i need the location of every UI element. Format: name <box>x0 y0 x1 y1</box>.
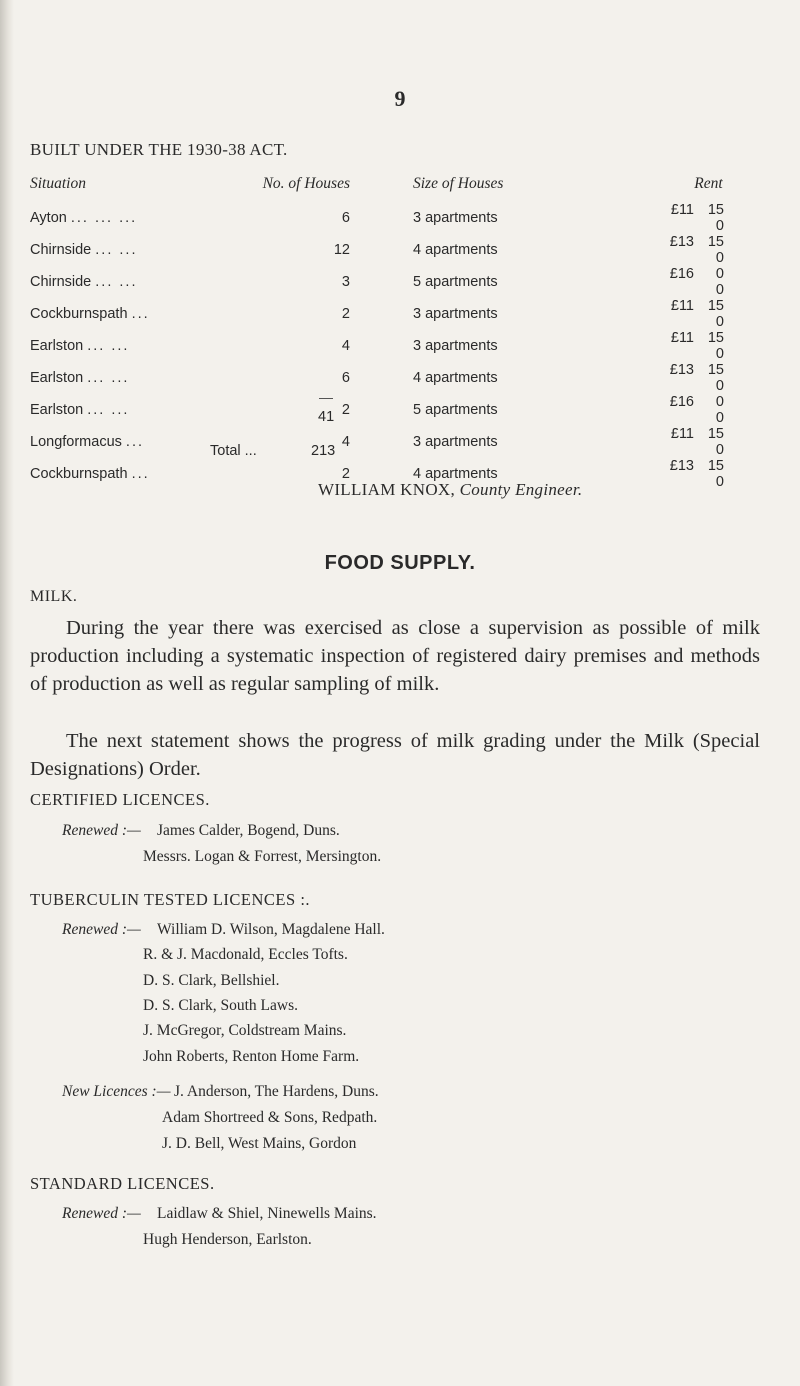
leader-dots: ... ... <box>95 242 138 258</box>
rent-pence: 0 <box>715 442 724 458</box>
table-header-row <box>30 172 724 202</box>
cell-rent <box>643 362 724 394</box>
tuberculin-renewed-entry: D. S. Clark, South Laws. <box>143 997 298 1014</box>
rent-shillings: 15 <box>707 458 724 474</box>
cell-size: 4 apartments <box>413 242 498 258</box>
cell-houses: 6 <box>341 370 350 386</box>
total-label: Total ... <box>210 443 257 459</box>
table-row <box>30 202 724 234</box>
cell-situation <box>30 362 240 394</box>
rent-shillings: 15 <box>707 362 724 378</box>
leader-dots: ... <box>131 306 150 322</box>
rent-pounds: £13 <box>669 234 694 250</box>
rent-pounds: £13 <box>669 362 694 378</box>
rent-pence: 0 <box>715 250 724 266</box>
situation-text: Earlston <box>30 370 84 386</box>
table-row <box>30 234 724 266</box>
paragraph-supervision <box>30 614 760 698</box>
cell-houses: 2 <box>341 402 350 418</box>
rent-shillings: 15 <box>707 234 724 250</box>
leader-dots: ... ... <box>87 402 130 418</box>
paragraph-text: The next statement shows the progress of milk grading under the Milk (Special Designations) Order. <box>30 730 760 780</box>
cell-situation <box>30 234 240 266</box>
situation-text: Longformacus <box>30 434 122 450</box>
subtotal-rule <box>319 398 333 399</box>
cell-rent <box>643 234 724 266</box>
rent-shillings: 0 <box>715 394 724 410</box>
table-row <box>30 362 724 394</box>
rent-pence: 0 <box>715 410 724 426</box>
cell-situation <box>30 330 240 362</box>
situation-text: Chirnside <box>30 242 92 258</box>
cell-rent <box>643 426 724 458</box>
food-supply-heading: FOOD SUPPLY. <box>324 552 476 574</box>
houses-table <box>30 172 724 490</box>
header-houses: No. of Houses <box>262 175 350 192</box>
tuberculin-renewed-entry: William D. Wilson, Magdalene Hall. <box>157 921 385 938</box>
cell-situation <box>30 426 240 458</box>
certified-entry: Messrs. Logan & Forrest, Mersington. <box>143 848 382 865</box>
cell-rent <box>643 394 724 426</box>
total-value: 213 <box>311 443 336 459</box>
certified-licences-heading: CERTIFIED LICENCES. <box>30 790 210 809</box>
situation-text: Earlston <box>30 402 84 418</box>
leader-dots: ... <box>125 434 145 450</box>
rent-pounds: £11 <box>670 298 694 314</box>
leader-dots: ... ... <box>87 370 130 386</box>
cell-size: 3 apartments <box>413 338 498 354</box>
tuberculin-renewed-entry: R. & J. Macdonald, Eccles Tofts. <box>143 946 348 963</box>
rent-pence: 0 <box>715 282 724 298</box>
milk-heading: MILK. <box>30 588 78 605</box>
signature-name: WILLIAM KNOX, <box>318 480 456 499</box>
cell-size: 3 apartments <box>413 210 498 226</box>
page-gutter-shadow <box>0 0 14 1386</box>
rent-pounds: £13 <box>669 458 694 474</box>
table-row <box>30 330 724 362</box>
rent-shillings: 15 <box>707 298 724 314</box>
standard-renewed-label: Renewed :— <box>62 1205 141 1222</box>
rent-pounds: £11 <box>670 330 694 346</box>
tuberculin-renewed-entry: J. McGregor, Coldstream Mains. <box>143 1022 347 1039</box>
cell-rent <box>643 330 724 362</box>
paragraph-text: During the year there was exercised as close a supervision as possible of milk production including a systematic inspection of registered dairy premises and methods of production as well as regular sampling of milk. <box>30 617 760 695</box>
cell-situation <box>30 202 240 234</box>
rent-shillings: 15 <box>707 202 724 218</box>
cell-size: 3 apartments <box>413 434 498 450</box>
cell-houses: 6 <box>341 210 350 226</box>
leader-dots: ... ... <box>87 338 130 354</box>
paragraph-statement <box>30 727 760 783</box>
cell-houses: 2 <box>341 466 350 482</box>
signature <box>318 480 582 500</box>
rent-pounds: £11 <box>670 426 694 442</box>
situation-text: Cockburnspath <box>30 466 128 482</box>
situation-text: Ayton <box>30 210 67 226</box>
tuberculin-renewed-label: Renewed :— <box>62 921 141 938</box>
leader-dots: ... <box>131 466 150 482</box>
act-heading: BUILT UNDER THE 1930-38 ACT. <box>30 140 288 159</box>
cell-situation <box>30 266 240 298</box>
subtotal-value: 41 <box>318 409 335 425</box>
tuberculin-new-label: New Licences :— <box>62 1083 171 1100</box>
cell-rent <box>643 458 724 490</box>
cell-houses: 4 <box>341 434 350 450</box>
rent-pence: 0 <box>715 474 724 490</box>
situation-text: Chirnside <box>30 274 92 290</box>
page-number: 9 <box>394 86 406 111</box>
rent-shillings: 0 <box>715 266 724 282</box>
rent-pence: 0 <box>715 346 724 362</box>
table-row <box>30 426 724 458</box>
signature-title: County Engineer. <box>459 480 583 499</box>
certified-renewed-label: Renewed :— <box>62 822 141 839</box>
rent-pounds: £11 <box>670 202 694 218</box>
houses-table-body <box>30 202 724 490</box>
header-rent: Rent <box>694 175 723 192</box>
rent-shillings: 15 <box>707 330 724 346</box>
situation-text: Earlston <box>30 338 84 354</box>
tuberculin-renewed-entry: D. S. Clark, Bellshiel. <box>143 972 280 989</box>
standard-entry: Hugh Henderson, Earlston. <box>143 1231 312 1248</box>
rent-shillings: 15 <box>707 426 724 442</box>
certified-entry: James Calder, Bogend, Duns. <box>157 822 340 839</box>
tuberculin-new-entry: J. D. Bell, West Mains, Gordon <box>162 1135 357 1152</box>
tuberculin-licences-heading: TUBERCULIN TESTED LICENCES :. <box>30 890 311 909</box>
table-row <box>30 266 724 298</box>
table-row <box>30 394 724 426</box>
rent-pence: 0 <box>715 218 724 234</box>
cell-size: 5 apartments <box>413 274 498 290</box>
standard-licences-heading: STANDARD LICENCES. <box>30 1174 215 1193</box>
cell-size: 4 apartments <box>413 370 498 386</box>
header-size: Size of Houses <box>413 175 504 192</box>
cell-situation <box>30 298 240 330</box>
table-row <box>30 298 724 330</box>
cell-rent <box>643 298 724 330</box>
leader-dots: ... ... ... <box>70 210 138 226</box>
rent-pounds: £16 <box>669 394 694 410</box>
cell-size: 4 apartments <box>413 466 498 482</box>
situation-text: Cockburnspath <box>30 306 128 322</box>
standard-entry: Laidlaw & Shiel, Ninewells Mains. <box>157 1205 377 1222</box>
tuberculin-renewed-entry: John Roberts, Renton Home Farm. <box>143 1048 360 1065</box>
tuberculin-new-entry: Adam Shortreed & Sons, Redpath. <box>162 1109 378 1126</box>
rent-pence: 0 <box>715 378 724 394</box>
tuberculin-new-entry: J. Anderson, The Hardens, Duns. <box>174 1083 379 1100</box>
leader-dots: ... ... <box>95 274 138 290</box>
cell-size: 3 apartments <box>413 306 498 322</box>
cell-houses: 4 <box>341 338 350 354</box>
rent-pounds: £16 <box>669 266 694 282</box>
cell-houses: 2 <box>341 306 350 322</box>
cell-houses: 12 <box>333 242 350 258</box>
header-situation: Situation <box>30 175 86 192</box>
cell-rent <box>643 266 724 298</box>
cell-rent <box>643 202 724 234</box>
cell-size: 5 apartments <box>413 402 498 418</box>
cell-situation <box>30 394 240 426</box>
rent-pence: 0 <box>715 314 724 330</box>
cell-houses: 3 <box>341 274 350 290</box>
cell-situation <box>30 458 240 490</box>
